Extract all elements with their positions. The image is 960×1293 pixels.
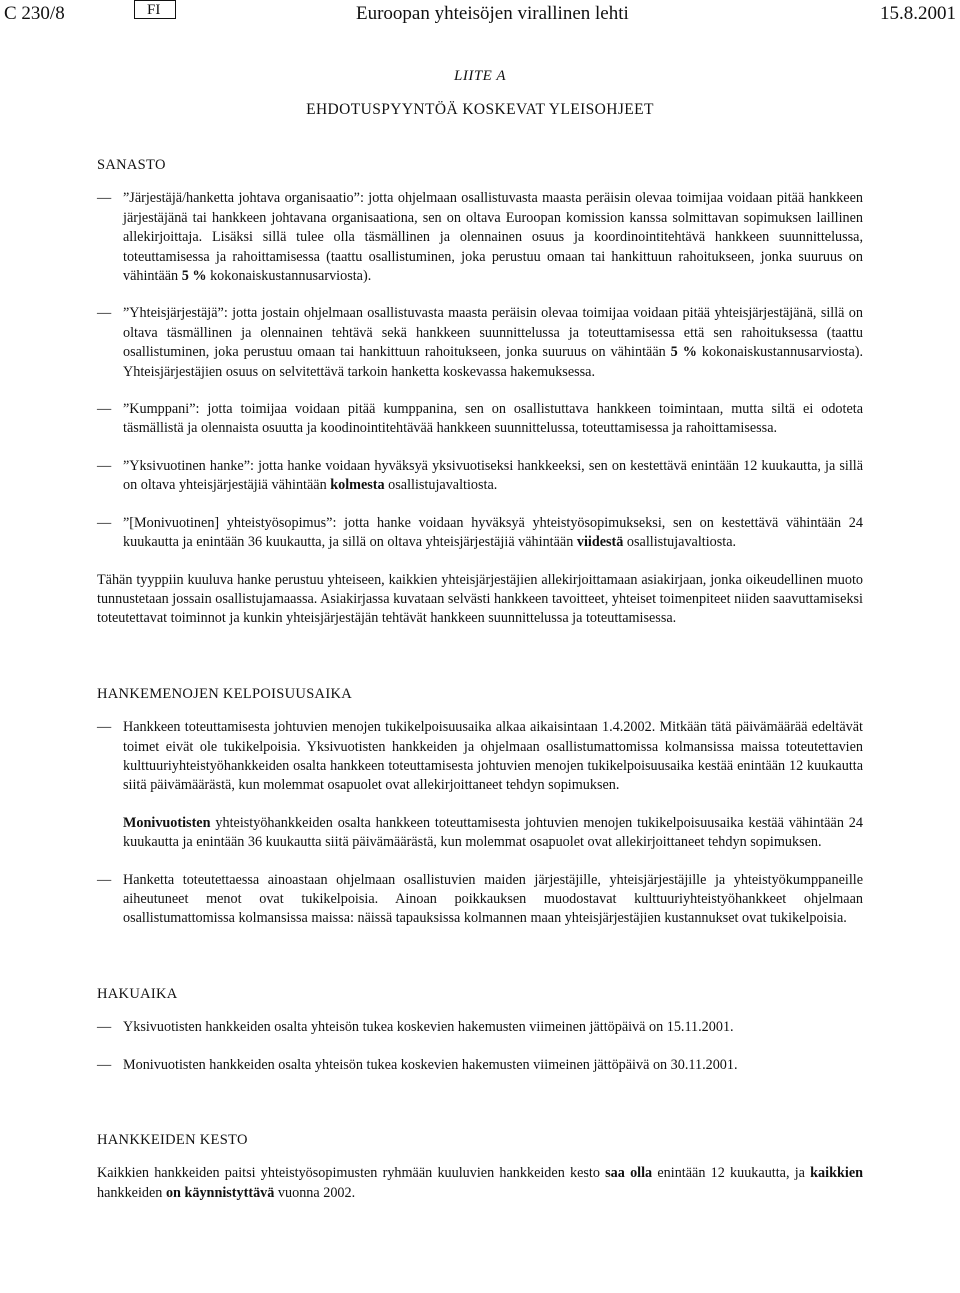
list-item: — ”Yhteisjärjestäjä”: jotta jostain ohjelmaan osallistuvasta maasta peräisin olevaa toimijaa voidaan pitää yhteisjärjestäjänä, sillä on oltava täsmällinen ja olennainen tehtävä sekä hankkeen suunnittelussa ja toteuttamisessa että sen rahoituksessa (taattu osallistuminen, joka perustuu omaan tai hankittuun rahoitukseen, jonka suuruus on vähintään 5 % kokonaiskustannusarviosta). Yhteisjärjestäjien osuus on selvitettävä tarkoin hanketta koskevassa hakemuksessa. xyxy=(97,305,864,380)
dash-bullet: — xyxy=(97,305,112,322)
document-body xyxy=(97,148,863,1221)
journal-title: Euroopan yhteisöjen virallinen lehti xyxy=(356,3,629,24)
sub-paragraph: Monivuotisten yhteistyöhankkeiden osalta hankkeen toteuttamisesta johtuvien menojen tukikelpoisuusaika kestää vähintään 24 kuukautta ja enintään 36 kuukautta siitä päivämäärästä, kun molemmat osapuolet ovat allekirjoittaneet tehdyn sopimuksen. xyxy=(123,814,863,851)
page-header xyxy=(0,0,960,26)
dash-bullet: — xyxy=(97,457,112,474)
section-heading-kesto: HANKKEIDEN KESTO xyxy=(97,1132,248,1148)
section-heading-hakuaika: HAKUAIKA xyxy=(97,985,178,1002)
language-badge: FI xyxy=(134,0,176,19)
dash-bullet: — xyxy=(97,719,112,736)
paragraph: Kaikkien hankkeiden paitsi yhteistyösopimusten ryhmään kuuluvien hankkeiden kesto saa olla enintään 12 kuukautta, ja kaikkien hankkeiden on käynnistyttävä vuonna 2002. xyxy=(97,1165,864,1201)
list-item: — Yksivuotisten hankkeiden osalta yhteisön tukea koskevien hakemusten viimeinen jättöpäivä on 15.11.2001. xyxy=(97,1018,863,1037)
list-item: — ”[Monivuotinen] yhteistyösopimus”: jotta hanke voidaan hyväksyä yhteistyösopimukseksi, sen on kestettävä vähintään 24 kuukautta ja enintään 36 kuukautta, ja sillä on oltava yhteisjärjestäjiä vähintään viidestä osallistujavaltiosta. xyxy=(97,514,863,551)
list-item: — ”Kumppani”: jotta toimijaa voidaan pitää kumppanina, sen on osallistuttava hankkeen toimintaan, mutta siltä ei odoteta täsmällistä ja olennaista osuutta ja koodinointitehtävää hankkeen suunnittelussa, toteuttamisessa ja rahoittamisessa. xyxy=(97,401,863,437)
list-item: — Hankkeen toteuttamisesta johtuvien menojen tukikelpoisuusaika alkaa aikaisintaan 1.4.2002. Mitkään tätä päivämäärää edeltävät toimet eivät ole tukikelpoisia. Yksivuotisten hankkeiden ja ohjelmaan osallistumattomissa kolmansissa maissa toteutettavien kulttuuriyhteistyöhankkeiden osalta hankkeen toteuttamisesta johtuvien menojen tukikelpoisuusaika kestää enintään 12 kuukautta siitä päivämäärästä, kun molemmat osapuolet ovat allekirjoittaneet tehdyn sopimuksen. xyxy=(97,719,863,794)
dash-bullet: — xyxy=(97,190,112,207)
section-heading-sanasto: SANASTO xyxy=(97,157,166,173)
list-item: — Hanketta toteutettaessa ainoastaan ohjelmaan osallistuvien maiden järjestäjille, yhteisjärjestäjille ja yhteistyökumppaneille aiheutuneet menot ovat tukikelpoisia. Ainoan poikkauksen muodostavat kulttuuriyhteistyöhankkeet ohjelmaan osallistumattomissa kolmansissa maissa: näissä tapauksissa kolmannen maan yhteisjärjestäjien kustannukset ovat tukikelpoisia. xyxy=(97,871,863,927)
list-item: — ”Järjestäjä/hanketta johtava organisaatio”: jotta ohjelmaan osallistuvasta maasta peräisin olevaa toimijaa voidaan pitää hankkeen järjestäjänä tai hankkeen johtavana organisaationa, sen on oltava Euroopan komission kanssa solmittavan sopimuksen laillinen allekirjoittaja. Lisäksi sillä tulee olla täsmällinen ja olennainen osuus ja koordinointitehtävä hankkeen suunnittelussa, toteuttamisessa ja rahoittamisessa (taattu osallistuminen, joka perustuu omaan tai hankittuun rahoitukseen, jonka suuruus on vähintään 5 % kokonaiskustannusarviosta). xyxy=(97,190,863,285)
dash-bullet: — xyxy=(97,401,112,418)
dash-bullet: — xyxy=(97,871,112,888)
publication-date: 15.8.2001 xyxy=(880,3,956,24)
paragraph: Tähän tyyppiin kuuluva hanke perustuu yhteiseen, kaikkien yhteisjärjestäjien allekirjoittamaan asiakirjaan, jonka oikeudellinen muoto tunnustetaan jossain osallistujamaassa. Asiakirjassa kuvataan selvästi hankkeen tavoitteet, yhteiset toimenpiteet niiden saavuttamiseksi toteutettavat toiminnot ja kunkin yhteisjärjestäjän tehtävät hankkeen suunnittelussa ja toteuttamisessa. xyxy=(97,571,863,627)
dash-bullet: — xyxy=(97,514,112,531)
page-reference: C 230/8 xyxy=(4,3,65,24)
list-item: — Monivuotisten hankkeiden osalta yhteisön tukea koskevien hakemusten viimeinen jättöpäivä on 30.11.2001. xyxy=(97,1056,863,1075)
document-title: EHDOTUSPYYNTÖÄ KOSKEVAT YLEISOHJEET xyxy=(306,101,654,118)
annex-label: LIITE A xyxy=(454,68,506,84)
dash-bullet: — xyxy=(97,1019,112,1036)
list-item: — ”Yksivuotinen hanke”: jotta hanke voidaan hyväksyä yksivuotiseksi hankkeeksi, sen on kestettävä enintään 12 kuukautta, ja sillä on oltava yhteisjärjestäjiä vähintään kolmesta osallistujavaltiosta. xyxy=(97,457,863,494)
dash-bullet: — xyxy=(97,1056,112,1073)
section-heading-kelpoisuusaika: HANKEMENOJEN KELPOISUUSAIKA xyxy=(97,685,352,702)
